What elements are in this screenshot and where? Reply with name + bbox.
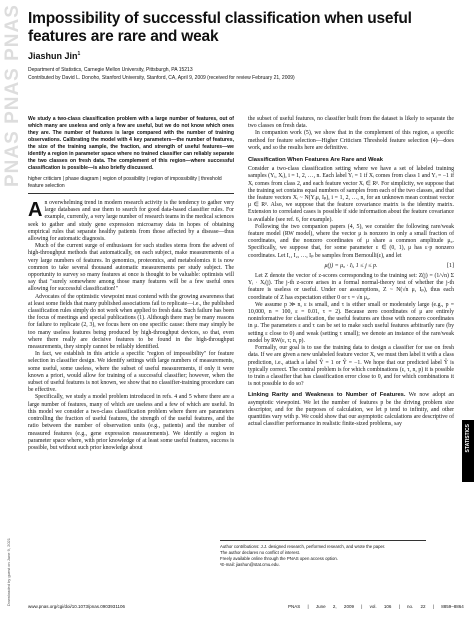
equation-1 bbox=[248, 263, 454, 270]
journal-info: PNAS | June 2, 2009 | vol. 106 | no. 22 | 8859–8864 bbox=[288, 604, 464, 609]
section-tab-label: STATISTICS bbox=[465, 424, 471, 453]
right-column bbox=[248, 116, 454, 428]
abstract: We study a two-class classification problem with a large number of features, out of which many are useless and only a few are useful, but we do not know which ones they are. The number of features is large compared with the number of training observations. Calibrating the model with 4 key parameters—the number of features, the size of the training sample, the fraction, and strength of useful features—we identify a region in parameter space where no trained classifier can reliably separate the two classes on fresh data. The complement of this region—where successful classification is possible—is also briefly discussed. bbox=[28, 116, 234, 171]
author-sup: 1 bbox=[77, 51, 81, 57]
paragraph-text: We now adopt an asymptotic viewpoint. We let the number of features p be the driving problem size descriptor, and for the purposes of calculation, we let p tend to infinity, and other quantities vary with p. We could show that our asymptotic calculations are descriptive of actual classifier performance in realistic finite-sized problems, say bbox=[248, 392, 454, 428]
paragraph: Advocates of the optimistic viewpoint must contend with the growing awareness that at least some fields that many published associations fail to replicate—i.e., the published classification rules simply do not work when applied to fresh data. Such failure has been the focus of meetings and special publications (1). Although there may be many reasons for failure to replicate (2, 3), we focus here on one specific cause: there may simply be too many useless features being produced by high-throughput devices, so that, even where there really are decisive features to be found in the high-throughput measurements, they simply cannot be reliably identified. bbox=[28, 293, 234, 351]
section-tab bbox=[462, 420, 474, 482]
paragraph: In fact, we establish in this article a specific "region of impossibility" for feature selection in classifier design. We identify settings with large numbers of measurements, some useful, some useless, where the subset of useful measurements, if only it were known a priori, would allow for training of a successful classifier; however, when the subset of useful features is not known, we show that no classifier-training procedure can be effective. bbox=[28, 351, 234, 394]
footnote: Freely available online through the PNAS open access option. bbox=[220, 556, 338, 561]
paragraph: Let Z denote the vector of z-scores corresponding to the training set: Z(j) = (1/√n) Σ Yᵢ · Xᵢ(j). The j-th z-score arises in a formal normal-theory test of whether the j-th feature is useless or useful. Under our assumptions, Z ~ N(√n μ, Iₚ), thus each coordinate of Z has expectation either 0 or τ = √n μ₀. bbox=[248, 273, 454, 301]
left-column bbox=[28, 116, 234, 452]
author-line bbox=[28, 51, 464, 61]
intro-text: n overwhelming trend in modern research activity is the tendency to gather very large databases and use them to search for good data-based classifier rules. For example, currently, a very large number of research teams in the medical sciences seek to gather and study gene expression microarray data in hopes of obtaining empirical rules that separate healthy patients from those affected by a disease—thus allowing for automatic diagnosis. bbox=[28, 200, 234, 243]
intro-paragraph bbox=[28, 200, 234, 243]
drop-cap: A bbox=[28, 199, 43, 221]
paragraph: the subset of useful features, no classifier built from the dataset is likely to separate the two classes on fresh data. bbox=[248, 116, 454, 130]
left-body bbox=[28, 200, 234, 452]
page bbox=[28, 10, 464, 451]
right-body bbox=[248, 116, 454, 428]
footnote: Author contributions: J.J. designed research, performed research, and wrote the paper. bbox=[220, 544, 386, 549]
communicated-by: Contributed by David L. Donoho, Stanford University, Stanford, CA, April 9, 2009 (received for review February 21, 2009) bbox=[28, 75, 295, 81]
pnas-watermark: PNAS PNAS PNAS bbox=[2, 4, 23, 187]
paragraph-with-heading bbox=[248, 392, 454, 428]
inline-heading: Linking Rarity and Weakness to Number of Features. bbox=[248, 392, 406, 399]
paragraph: We assume p ≫ n, ε is small, and τ is either small or moderately large (e.g., p = 10,000, n = 100, ε = 0.01, τ = 2). Because zero coordinates of μ are entirely noninformative for classification, the useful features are those with nonzero coordinates in μ. The parameters ε and τ can be set to make such useful features arbitrarily rare (by setting ε close to 0) and weak (setting τ small); we denote an instance of the rare/weak model by RW(ε, τ; n, p). bbox=[248, 301, 454, 344]
paragraph: Formally, our goal is to use the training data to design a classifier for use on fresh data. If we are given a new unlabeled feature vector X, we must then label it with a class prediction, i.e., attach a label Ŷ = 1 or Ŷ = −1. We hope that our predicted label Ŷ is typically correct. The central problem is for which combinations (ε, τ, n, p) it is possible to train a classifier that has classification error close to 0, and for which combinations it is not possible to do so? bbox=[248, 345, 454, 388]
footnotes bbox=[220, 540, 426, 568]
paragraph: Following the two companion papers (4, 5), we consider the following rare/weak feature model (RW model), where the vector μ is nonzero in only a small fraction of coordinates, and the nonzero coordinates of μ share a common amplitude μ₀. Specifically, we suppose that, for some parameter ε ∈ (0, 1), μ has ε·p nonzero coordinates. Let I₁, I₂, …, Iₚ be samples from Bernoulli(ε), and let bbox=[248, 223, 454, 259]
paragraph: Specifically, we study a model problem introduced in refs. 4 and 5 where there are a large number of features, many of which are useless and a few of which are useful. In this model we consider a two-class classification problem where there are parameters controlling the fraction of useful features, the strength of the useful features, and the ratio between the number of observation units (e.g., patients) and the number of measured features (e.g., gene expression measurements). We identify a region in parameter space where, with prior knowledge of at least some useful features, success is possible, but without such prior knowledge about bbox=[28, 394, 234, 451]
paragraph: In companion work (5), we show that in the complement of this region, a specific method for feature selection—Higher Criticism Threshold feature selection (4)—does work, and so the results here are definitive. bbox=[248, 130, 454, 151]
paper-title: Impossibility of successful classification when useful features are rare and weak bbox=[28, 10, 412, 45]
paragraph: Consider a two-class classification setting where we have a set of labeled training samples (Yᵢ, Xᵢ), i = 1, 2, …, n. Each label Yᵢ = 1 if Xᵢ comes from class 1 and Yᵢ = −1 if Xᵢ comes from class 2, and each feature vector Xᵢ ∈ Rᵖ. For simplicity, we suppose that the training set contains equal numbers of samples from each of the two classes, and that the feature vectors Xᵢ ~ N(Yᵢμ, Iₚ), i = 1, 2, …, n, for an unknown mean contrast vector μ ∈ Rᵖ. Also, we suppose that the feature covariance matrix is the identity matrix. Extension to correlated cases is possible if side information about the feature covariance is available (see ref. 6, for example). bbox=[248, 166, 454, 223]
affiliation: Department of Statistics, Carnegie Mellon University, Pittsburgh, PA 15213 bbox=[28, 67, 193, 73]
keywords: higher criticism | phase diagram | region of possibility | region of impossibility | threshold feature selection bbox=[28, 176, 234, 194]
equation-text: μ(j) = μ₀ · Iⱼ, 1 ≤ j ≤ p. bbox=[324, 262, 378, 269]
download-note: Downloaded by guest on June 9, 2021 bbox=[6, 537, 11, 606]
sidebar bbox=[0, 0, 22, 620]
paragraph: Much of the current surge of enthusiasm for such studies stems from the advent of high-throughput methods that automatically, on each subject, make measurements of a very large numbers of features. In genomics, proteomics, and metabolomics it is now common to take several thousand automatic measurements per study subject. The opportunity to survey so many features at once is thought to be valuable: optimists will say that "surely somewhere among those many features will be a few useful ones allowing for successful classification!" bbox=[28, 243, 234, 293]
equation-number: [1] bbox=[447, 262, 454, 269]
footnote: ¹E-mail: jiashun@stat.cmu.edu. bbox=[220, 562, 280, 567]
footnote: The author declares no conflict of interest. bbox=[220, 550, 301, 555]
section-heading: Classification When Features Are Rare and Weak bbox=[248, 157, 383, 164]
author-name: Jiashun Jin bbox=[28, 51, 78, 61]
doi-link[interactable]: www.pnas.org/cgi/doi/10.1073/pnas.0903931106 bbox=[28, 604, 125, 609]
